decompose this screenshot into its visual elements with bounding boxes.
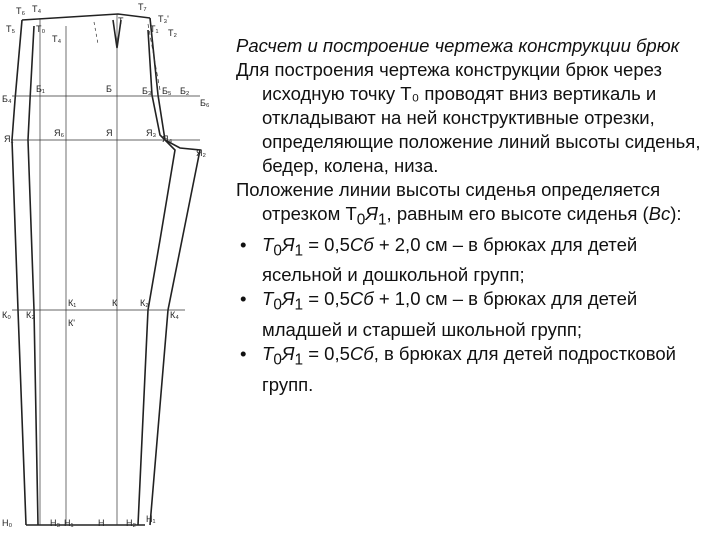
label-k0: К₀ xyxy=(2,310,11,320)
label-t2: Т₂ xyxy=(168,28,177,38)
f2-ya: Я xyxy=(281,288,295,310)
f2-rest: – в брюках для детей младшей и старшей школьной групп; xyxy=(262,288,638,341)
label-n2: Н₂ xyxy=(126,518,136,528)
label-b: Б xyxy=(106,84,112,94)
label-t0: Т₀ xyxy=(36,24,46,34)
p2-part-a: Положение линии высоты сиденья определяется отрезком Т xyxy=(236,179,661,224)
label-k3: К₃ xyxy=(26,310,35,320)
label-t: Т xyxy=(118,16,124,26)
label-ya4: Я₄ xyxy=(162,134,173,144)
label-n: Н xyxy=(98,518,105,528)
f3-t: Т xyxy=(262,343,274,365)
f1-rest: – в брюках для детей ясельной и дошкольной групп; xyxy=(262,233,638,286)
f1-sb: Сб xyxy=(349,233,374,255)
label-kprime: К' xyxy=(68,318,75,328)
label-ya2: Я₂ xyxy=(196,148,206,158)
label-t5: Т₅ xyxy=(6,24,16,34)
seat-height-paragraph xyxy=(236,178,714,233)
right-outer-seam xyxy=(150,18,200,525)
f3-s1: 1 xyxy=(294,351,304,369)
p2-part-d: ): xyxy=(670,203,682,224)
label-t7: Т₇ xyxy=(138,2,147,12)
label-t6: Т₆ xyxy=(16,6,26,16)
label-n1-right: Н₁ xyxy=(146,514,156,524)
f1-eq: = 0,5 xyxy=(303,233,350,255)
label-t1: Т₁ xyxy=(150,24,159,34)
dash-guide-2 xyxy=(94,22,98,44)
formula-list xyxy=(236,233,714,397)
formula-item xyxy=(236,287,714,342)
f1-s1: 1 xyxy=(294,242,304,260)
slide-title: Расчет и построение чертежа конструкции брюк xyxy=(236,35,680,56)
label-t4-top: Т₄ xyxy=(32,4,42,14)
f3-sb: Сб xyxy=(349,343,374,365)
left-inner-seam xyxy=(28,26,38,525)
label-k1: К₁ xyxy=(68,298,77,308)
f3-rest: , в брюках для детей подростковой групп. xyxy=(262,343,676,395)
label-ya1-left: Я₁ xyxy=(4,134,14,144)
label-n3: Н₃ xyxy=(50,518,61,528)
label-ya6: Я₆ xyxy=(54,128,65,138)
waist-line xyxy=(22,14,150,20)
f2-eq: = 0,5 xyxy=(303,288,350,310)
p2-part-c: , равным его высоте сиденья ( xyxy=(386,203,649,224)
label-b3: Б₃ xyxy=(142,86,152,96)
f3-ya: Я xyxy=(281,343,295,365)
f1-t: Т xyxy=(262,233,274,255)
label-b1: Б₁ xyxy=(36,84,45,94)
label-k2: К₂ xyxy=(140,298,149,308)
p2-sub: 0 xyxy=(356,211,366,229)
trouser-pattern-drawing xyxy=(0,0,230,540)
label-b6: Б₆ xyxy=(200,98,210,108)
label-t4: Т₄ xyxy=(52,34,62,44)
f1-s0: 0 xyxy=(273,242,282,260)
label-n0: Н₀ xyxy=(2,518,13,528)
f2-t: Т xyxy=(262,288,274,310)
p2-ya: Я xyxy=(365,203,378,224)
label-b5: Б₅ xyxy=(162,86,172,96)
label-b2: Б₂ xyxy=(180,86,190,96)
f2-s1: 1 xyxy=(294,297,304,315)
formula-item xyxy=(236,342,714,397)
intro-paragraph: Для построения чертежа конструкции брюк через исходную точку Т₀ проводят вниз вертикаль и откладывают на ней конструктивные отрезки, определяющие положение линий высоты сиденья, бедер, колена, низа. xyxy=(236,59,701,176)
label-b4: Б₄ xyxy=(2,94,12,104)
label-n1: Н₁ xyxy=(64,518,74,528)
p2-vs: Вс xyxy=(648,203,671,224)
f2-tail: + 1,0 см xyxy=(373,288,448,310)
label-ya3: Я₃ xyxy=(146,128,157,138)
f2-sb: Сб xyxy=(349,288,374,310)
p2-sub2: 1 xyxy=(377,211,387,229)
f3-eq: = 0,5 xyxy=(303,343,350,365)
text-panel xyxy=(236,34,714,397)
f2-s0: 0 xyxy=(273,297,282,315)
label-t3prime: Т₃' xyxy=(158,14,169,24)
label-k: К xyxy=(112,298,118,308)
f1-ya: Я xyxy=(281,233,295,255)
label-k4: К₄ xyxy=(170,310,179,320)
formula-item xyxy=(236,233,714,288)
f1-tail: + 2,0 см xyxy=(373,233,448,255)
f3-s0: 0 xyxy=(273,351,282,369)
label-ya: Я xyxy=(106,128,113,138)
